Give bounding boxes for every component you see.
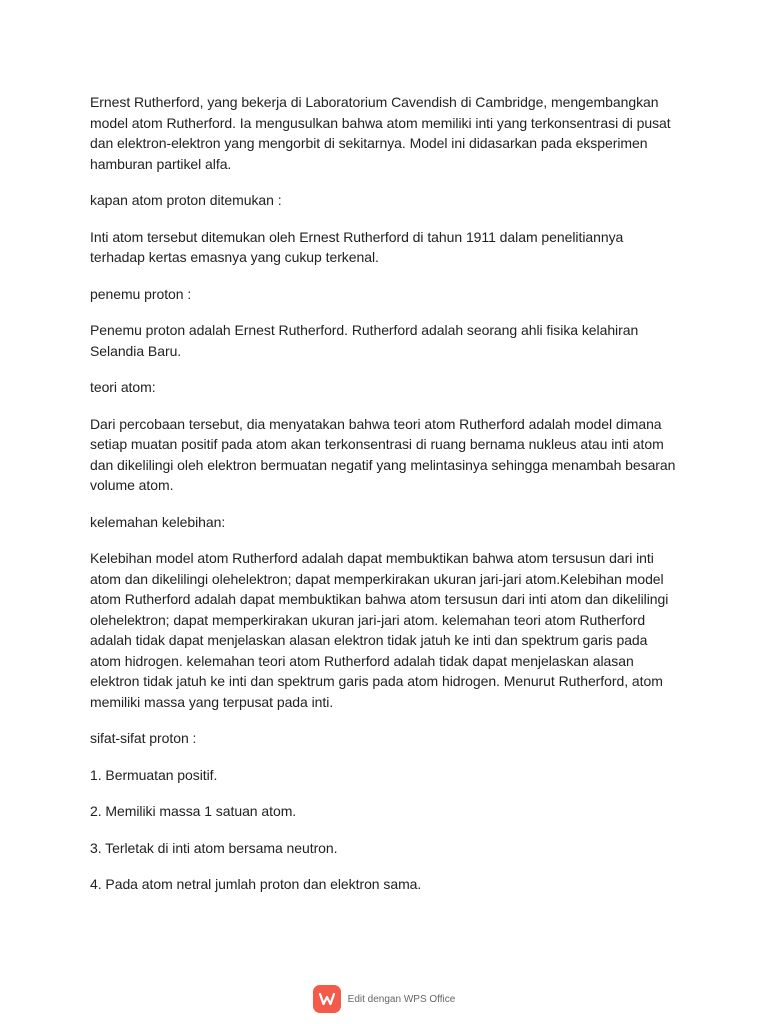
wps-footer[interactable] (0, 984, 768, 1014)
heading-penemu-proton: penemu proton : (90, 285, 192, 302)
paragraph-penemuan-inti-atom: Inti atom tersebut ditemukan oleh Ernest Rutherford di tahun 1911 dalam penelitiannya terhadap kertas emasnya yang cukup terkenal. (90, 228, 624, 265)
paragraph-teori-atom: Dari percobaan tersebut, dia menyatakan bahwa teori atom Rutherford adalah model dimana setiap muatan positif pada atom akan terkonsentrasi di ruang bernama nukleus atau inti atom dan dikelilingi oleh elektron bermuatan negatif yang melintasinya sehingga menambah besaran volume atom. (90, 415, 676, 493)
paragraph-kelemahan-kelebihan: Kelebihan model atom Rutherford adalah dapat membuktikan bahwa atom tersusun dari inti atom dan dikelilingi olehelektron; dapat memperkirakan ukuran jari-jari atom.Kelebihan model atom Rutherford adalah dapat membuktikan bahwa atom tersusun dari inti atom dan dikelilingi olehelektron; dapat memperkirakan ukuran jari-jari atom. kelemahan teori atom Rutherford adalah tidak dapat menjelaskan alasan elektron tidak jatuh ke inti dan spektrum garis pada atom hidrogen. kelemahan teori atom Rutherford adalah tidak dapat menjelaskan alasan elektron tidak jatuh ke inti dan spektrum garis pada atom hidrogen. Menurut Rutherford, atom memiliki massa yang terpusat pada inti. (90, 550, 669, 710)
list-item-sifat-1: 1. Bermuatan positif. (90, 766, 218, 783)
list-item-sifat-2: 2. Memiliki massa 1 satuan atom. (90, 803, 297, 819)
heading-teori-atom: teori atom: (90, 379, 156, 395)
paragraph-penemu-proton: Penemu proton adalah Ernest Rutherford. Rutherford adalah seorang ahli fisika kelahiran Selandia Baru. (90, 322, 639, 359)
wps-office-logo-icon (313, 985, 341, 1013)
list-item-sifat-3: 3. Terletak di inti atom bersama neutron. (90, 839, 338, 856)
heading-kelemahan-kelebihan: kelemahan kelebihan: (90, 513, 226, 530)
intro-paragraph: Ernest Rutherford, yang bekerja di Laboratorium Cavendish di Cambridge, mengembangkan model atom Rutherford. Ia mengusulkan bahwa atom memiliki inti yang terkonsentrasi di pusat dan elektron-elektron yang mengorbit di sekitarnya. Model ini didasarkan pada eksperimen hamburan partikel alfa. (90, 94, 671, 172)
document-page (90, 92, 680, 911)
edit-with-wps-link[interactable]: Edit dengan WPS Office (347, 993, 456, 1005)
list-item-sifat-4: 4. Pada atom netral jumlah proton dan elektron sama. (90, 876, 422, 892)
heading-kapan-proton-ditemukan: kapan atom proton ditemukan : (90, 192, 282, 208)
heading-sifat-proton: sifat-sifat proton : (90, 730, 197, 746)
